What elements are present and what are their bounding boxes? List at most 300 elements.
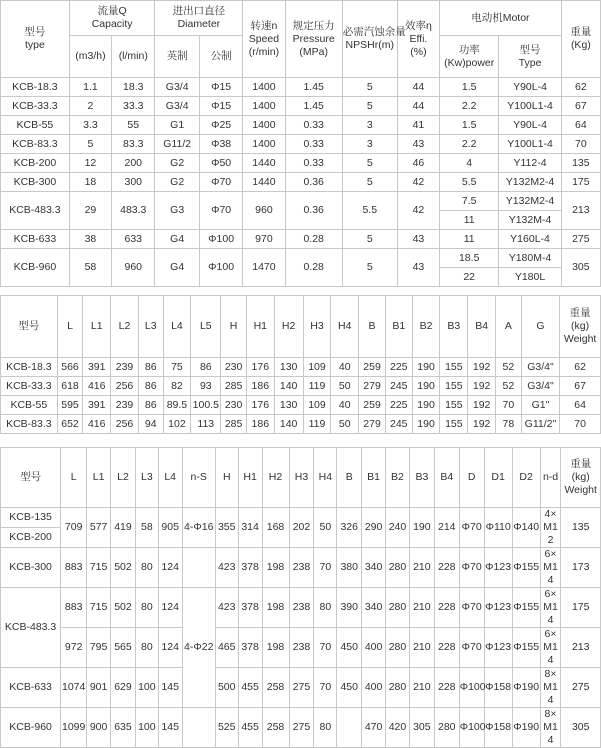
cell: 43 (397, 249, 439, 287)
pump-performance-table (0, 0, 601, 287)
cell: Φ70 (199, 192, 242, 230)
cell: KCB-300 (1, 548, 61, 588)
cell: 709 (61, 508, 87, 548)
cell: KCB-83.3 (1, 415, 58, 434)
cell: 380 (337, 548, 362, 588)
cell: 502 (111, 548, 136, 588)
cell: 595 (57, 396, 83, 415)
cell: 5 (342, 230, 397, 249)
cell: 275 (561, 230, 600, 249)
cell: 5.5 (342, 192, 397, 230)
cell: 470 (362, 708, 386, 748)
cell: 970 (243, 230, 285, 249)
cell: 340 (362, 588, 386, 628)
cell: 256 (111, 415, 139, 434)
cell: 135 (561, 154, 600, 173)
cell: 378 (238, 628, 262, 668)
cell: 38 (69, 230, 111, 249)
cell: Φ15 (199, 97, 242, 116)
cell: 80 (135, 588, 158, 628)
cell: 7.5 (440, 192, 499, 211)
cell: 225 (385, 396, 412, 415)
cell: 455 (238, 668, 262, 708)
cell: 390 (337, 588, 362, 628)
cell: G11/2" (521, 415, 560, 434)
cell: 275 (289, 708, 314, 748)
cell: 5 (342, 78, 397, 97)
cell: 239 (111, 358, 139, 377)
cell: 70 (314, 628, 337, 668)
weight-header-line: 重量 (570, 458, 592, 470)
cell: 618 (57, 377, 83, 396)
column-header: H3 (289, 448, 314, 508)
cell (337, 708, 362, 748)
cell: 391 (83, 358, 111, 377)
cell: 58 (135, 508, 158, 548)
cell: Φ15 (199, 78, 242, 97)
cell: 420 (386, 708, 410, 748)
cell: 423 (215, 588, 238, 628)
column-header: B2 (412, 296, 440, 358)
cell: 400 (362, 628, 386, 668)
cell: 6×M14 (540, 548, 561, 588)
cell: 176 (246, 358, 274, 377)
cell: Φ158 (484, 668, 512, 708)
cell: 67 (560, 377, 601, 396)
cell: 450 (337, 668, 362, 708)
cell: 0.33 (285, 154, 342, 173)
cell: 500 (215, 668, 238, 708)
weight-header-line: (kg) (571, 471, 590, 483)
cell: 43 (397, 135, 439, 154)
cell: 305 (409, 708, 434, 748)
cell: Y100L1-4 (499, 135, 561, 154)
cell: 300 (112, 173, 155, 192)
column-header: H2 (262, 448, 289, 508)
header-imperial: 英制 (155, 36, 199, 78)
column-header (560, 296, 601, 358)
cell: 40 (331, 396, 359, 415)
cell: 238 (289, 548, 314, 588)
table-header-row (1, 448, 601, 508)
cell: 450 (337, 628, 362, 668)
table-row (1, 358, 601, 377)
cell: 94 (138, 415, 163, 434)
cell: KCB-33.3 (1, 377, 58, 396)
cell: 280 (386, 628, 410, 668)
column-header: D (459, 448, 484, 508)
cell: 326 (337, 508, 362, 548)
cell: 239 (111, 396, 139, 415)
table-row (1, 668, 601, 708)
cell: 42 (397, 173, 439, 192)
column-header: B1 (362, 448, 386, 508)
cell: 155 (440, 377, 468, 396)
column-header: L4 (163, 296, 191, 358)
cell: KCB-200 (1, 154, 70, 173)
cell: 228 (434, 628, 459, 668)
cell: 8×M14 (540, 708, 561, 748)
cell: 83.3 (112, 135, 155, 154)
cell: 423 (215, 548, 238, 588)
cell: 5 (342, 154, 397, 173)
cell: Φ100 (199, 230, 242, 249)
cell: G4 (155, 230, 199, 249)
table-row (1, 377, 601, 396)
header-m3h: (m3/h) (69, 36, 111, 78)
cell: Φ70 (199, 173, 242, 192)
cell: 55 (112, 116, 155, 135)
cell: Y180M-4 (499, 249, 561, 268)
cell: 275 (561, 668, 601, 708)
cell: 2.2 (440, 135, 499, 154)
cell: 70 (561, 135, 600, 154)
column-header: 型号 (1, 448, 61, 508)
cell: 1400 (243, 116, 285, 135)
cell: 905 (158, 508, 182, 548)
header-capacity: 流量Q Capacity (69, 1, 155, 36)
cell: 240 (386, 508, 410, 548)
weight-header-line: (kg) (571, 320, 590, 332)
column-header: L4 (158, 448, 182, 508)
cell: 225 (385, 358, 412, 377)
cell: 355 (215, 508, 238, 548)
cell: 75 (163, 358, 191, 377)
cell: KCB-18.3 (1, 358, 58, 377)
column-header: D1 (484, 448, 512, 508)
cell: 190 (412, 415, 440, 434)
table-row (1, 508, 601, 528)
cell: 50 (331, 377, 359, 396)
column-header: L3 (138, 296, 163, 358)
header-lmin: (l/min) (112, 36, 155, 78)
cell: 483.3 (112, 192, 155, 230)
cell: 155 (440, 358, 468, 377)
column-header: B2 (386, 448, 410, 508)
column-header: B3 (440, 296, 468, 358)
cell: 629 (111, 668, 136, 708)
cell: 109 (303, 396, 331, 415)
column-header: 型号 (1, 296, 58, 358)
cell: 258 (262, 708, 289, 748)
cell: 5 (342, 249, 397, 287)
cell: 190 (412, 377, 440, 396)
cell: Φ123 (484, 588, 512, 628)
header-pressure: 规定压力 Pressure (MPa) (285, 1, 342, 78)
header-metric: 公制 (199, 36, 242, 78)
weight-header-line: Weight (564, 484, 597, 496)
header-weight: 重量 (Kg) (561, 1, 600, 78)
cell: KCB-633 (1, 230, 70, 249)
cell: 192 (468, 358, 496, 377)
cell: 192 (468, 415, 496, 434)
cell: KCB-483.3 (1, 588, 61, 668)
cell: 566 (57, 358, 83, 377)
cell: 192 (468, 396, 496, 415)
cell: 192 (468, 377, 496, 396)
table-row (1, 192, 601, 211)
cell: 416 (83, 415, 111, 434)
cell: G4 (155, 249, 199, 287)
cell: 135 (561, 508, 601, 548)
cell: 100.5 (191, 396, 221, 415)
column-header: B4 (434, 448, 459, 508)
column-header: n-d (540, 448, 561, 508)
cell: 82 (163, 377, 191, 396)
cell: 100 (135, 668, 158, 708)
cell: 145 (158, 708, 182, 748)
column-header: H1 (246, 296, 274, 358)
cell: 314 (238, 508, 262, 548)
column-header: H1 (238, 448, 262, 508)
cell: 280 (386, 548, 410, 588)
cell: 1.5 (440, 116, 499, 135)
cell: Φ123 (484, 548, 512, 588)
header-power: 功率 (Kw)power (440, 36, 499, 78)
cell: 8×M14 (540, 668, 561, 708)
cell: 228 (434, 548, 459, 588)
cell: 1440 (243, 154, 285, 173)
column-header: D2 (512, 448, 540, 508)
cell: 290 (362, 508, 386, 548)
cell: 1400 (243, 97, 285, 116)
cell: G3 (155, 192, 199, 230)
column-header: H4 (314, 448, 337, 508)
cell: KCB-960 (1, 249, 70, 287)
header-efficiency: 效率η Effi. (%) (397, 1, 439, 78)
cell: 0.28 (285, 230, 342, 249)
cell: Y132M2-4 (499, 173, 561, 192)
cell: 715 (87, 548, 111, 588)
column-header: L5 (191, 296, 221, 358)
cell: 78 (496, 415, 522, 434)
cell: G2 (155, 173, 199, 192)
cell: 214 (434, 508, 459, 548)
cell: 109 (303, 358, 331, 377)
cell: 259 (359, 358, 386, 377)
cell: 4-Φ16 (182, 508, 215, 548)
cell: 525 (215, 708, 238, 748)
cell: 80 (314, 708, 337, 748)
cell: 455 (238, 708, 262, 748)
cell: 577 (87, 508, 111, 548)
table-header-row (1, 296, 601, 358)
cell: 186 (246, 377, 274, 396)
column-header: L (61, 448, 87, 508)
cell: 140 (274, 377, 303, 396)
table-row (1, 116, 601, 135)
cell: 378 (238, 588, 262, 628)
cell: G2 (155, 154, 199, 173)
cell: 130 (274, 358, 303, 377)
column-header: B1 (385, 296, 412, 358)
cell: Φ100 (459, 708, 484, 748)
cell: 502 (111, 588, 136, 628)
cell: Φ70 (459, 508, 484, 548)
cell: 4×M12 (540, 508, 561, 548)
cell: 5 (69, 135, 111, 154)
cell: 210 (409, 548, 434, 588)
cell: Y132M2-4 (499, 192, 561, 211)
cell: Y132M-4 (499, 211, 561, 230)
column-header: L2 (111, 448, 136, 508)
column-header: L1 (87, 448, 111, 508)
cell: 280 (386, 588, 410, 628)
cell: 12 (69, 154, 111, 173)
cell: 6×M14 (540, 628, 561, 668)
column-header: B3 (409, 448, 434, 508)
column-header: A (496, 296, 522, 358)
cell: 33.3 (112, 97, 155, 116)
cell: G1" (521, 396, 560, 415)
cell: 70 (560, 415, 601, 434)
table-row (1, 78, 601, 97)
cell: Φ100 (459, 668, 484, 708)
cell (182, 708, 215, 748)
cell: G1 (155, 116, 199, 135)
cell: 1074 (61, 668, 87, 708)
header-motor: 电动机Motor (440, 1, 562, 36)
cell: KCB-483.3 (1, 192, 70, 230)
cell: 238 (289, 628, 314, 668)
column-header: n-S (182, 448, 215, 508)
cell: 275 (289, 668, 314, 708)
cell: 305 (561, 708, 601, 748)
table-row (1, 97, 601, 116)
cell: 5 (342, 97, 397, 116)
cell: 44 (397, 78, 439, 97)
cell: Φ190 (512, 708, 540, 748)
cell: 62 (561, 78, 600, 97)
cell: 416 (83, 377, 111, 396)
cell: 52 (496, 377, 522, 396)
cell: Φ70 (459, 628, 484, 668)
cell: 960 (243, 192, 285, 230)
cell: Y160L-4 (499, 230, 561, 249)
cell: 119 (303, 377, 331, 396)
column-header: L (57, 296, 83, 358)
cell: 228 (434, 588, 459, 628)
cell: KCB-18.3 (1, 78, 70, 97)
weight-header-line: Weight (563, 333, 597, 345)
cell: 279 (359, 415, 386, 434)
cell: 256 (111, 377, 139, 396)
table-row (1, 173, 601, 192)
cell: 1400 (243, 135, 285, 154)
cell: Φ70 (459, 548, 484, 588)
cell: 400 (362, 668, 386, 708)
column-header: L3 (135, 448, 158, 508)
cell: 259 (359, 396, 386, 415)
cell: 230 (221, 358, 247, 377)
cell: 119 (303, 415, 331, 434)
cell: 70 (314, 548, 337, 588)
cell: 883 (61, 588, 87, 628)
cell: 18 (69, 173, 111, 192)
cell: 210 (409, 668, 434, 708)
cell: 70 (496, 396, 522, 415)
cell: 1099 (61, 708, 87, 748)
cell: Y90L-4 (499, 78, 561, 97)
cell: 972 (61, 628, 87, 668)
cell: 213 (561, 628, 601, 668)
cell: 175 (561, 588, 601, 628)
table-row (1, 396, 601, 415)
cell: 4-Φ22 (182, 588, 215, 708)
cell: 113 (191, 415, 221, 434)
cell: 155 (440, 415, 468, 434)
cell: 67 (561, 97, 600, 116)
cell: Φ155 (512, 548, 540, 588)
cell: 155 (440, 396, 468, 415)
cell: 22 (440, 268, 499, 287)
cell: 41 (397, 116, 439, 135)
cell: 279 (359, 377, 386, 396)
cell: 305 (561, 249, 600, 287)
header-speed: 转速n Speed (r/min) (243, 1, 285, 78)
cell: 3 (342, 116, 397, 135)
cell: 42 (397, 192, 439, 230)
cell: KCB-33.3 (1, 97, 70, 116)
header-diameter: 进出口直径 Diameter (155, 1, 243, 36)
cell: 62 (560, 358, 601, 377)
cell: 43 (397, 230, 439, 249)
cell: 3 (342, 135, 397, 154)
cell: 176 (246, 396, 274, 415)
cell: 86 (138, 396, 163, 415)
column-header (561, 448, 601, 508)
cell: 883 (61, 548, 87, 588)
cell: 901 (87, 668, 111, 708)
cell: Φ25 (199, 116, 242, 135)
cell: 795 (87, 628, 111, 668)
cell: Φ38 (199, 135, 242, 154)
cell: 0.36 (285, 173, 342, 192)
cell: Φ70 (459, 588, 484, 628)
cell: 44 (397, 97, 439, 116)
cell: 340 (362, 548, 386, 588)
cell: 391 (83, 396, 111, 415)
cell: 198 (262, 548, 289, 588)
cell: 1440 (243, 173, 285, 192)
column-header: B (337, 448, 362, 508)
cell: 3.3 (69, 116, 111, 135)
cell: 190 (412, 358, 440, 377)
cell (182, 548, 215, 588)
cell: 245 (385, 377, 412, 396)
cell: 80 (135, 628, 158, 668)
cell: 202 (289, 508, 314, 548)
cell: 635 (111, 708, 136, 748)
dimension-table-small (0, 295, 601, 434)
cell: 145 (158, 668, 182, 708)
cell: 652 (57, 415, 83, 434)
cell: 186 (246, 415, 274, 434)
table-row (1, 708, 601, 748)
cell: G3/4" (521, 358, 560, 377)
cell: Φ158 (484, 708, 512, 748)
column-header: L2 (111, 296, 139, 358)
cell: 93 (191, 377, 221, 396)
cell: 124 (158, 628, 182, 668)
table-row (1, 548, 601, 588)
column-header: B4 (468, 296, 496, 358)
cell: G11/2 (155, 135, 199, 154)
cell: 29 (69, 192, 111, 230)
cell: 238 (289, 588, 314, 628)
table-row (1, 628, 601, 668)
table-row (1, 230, 601, 249)
